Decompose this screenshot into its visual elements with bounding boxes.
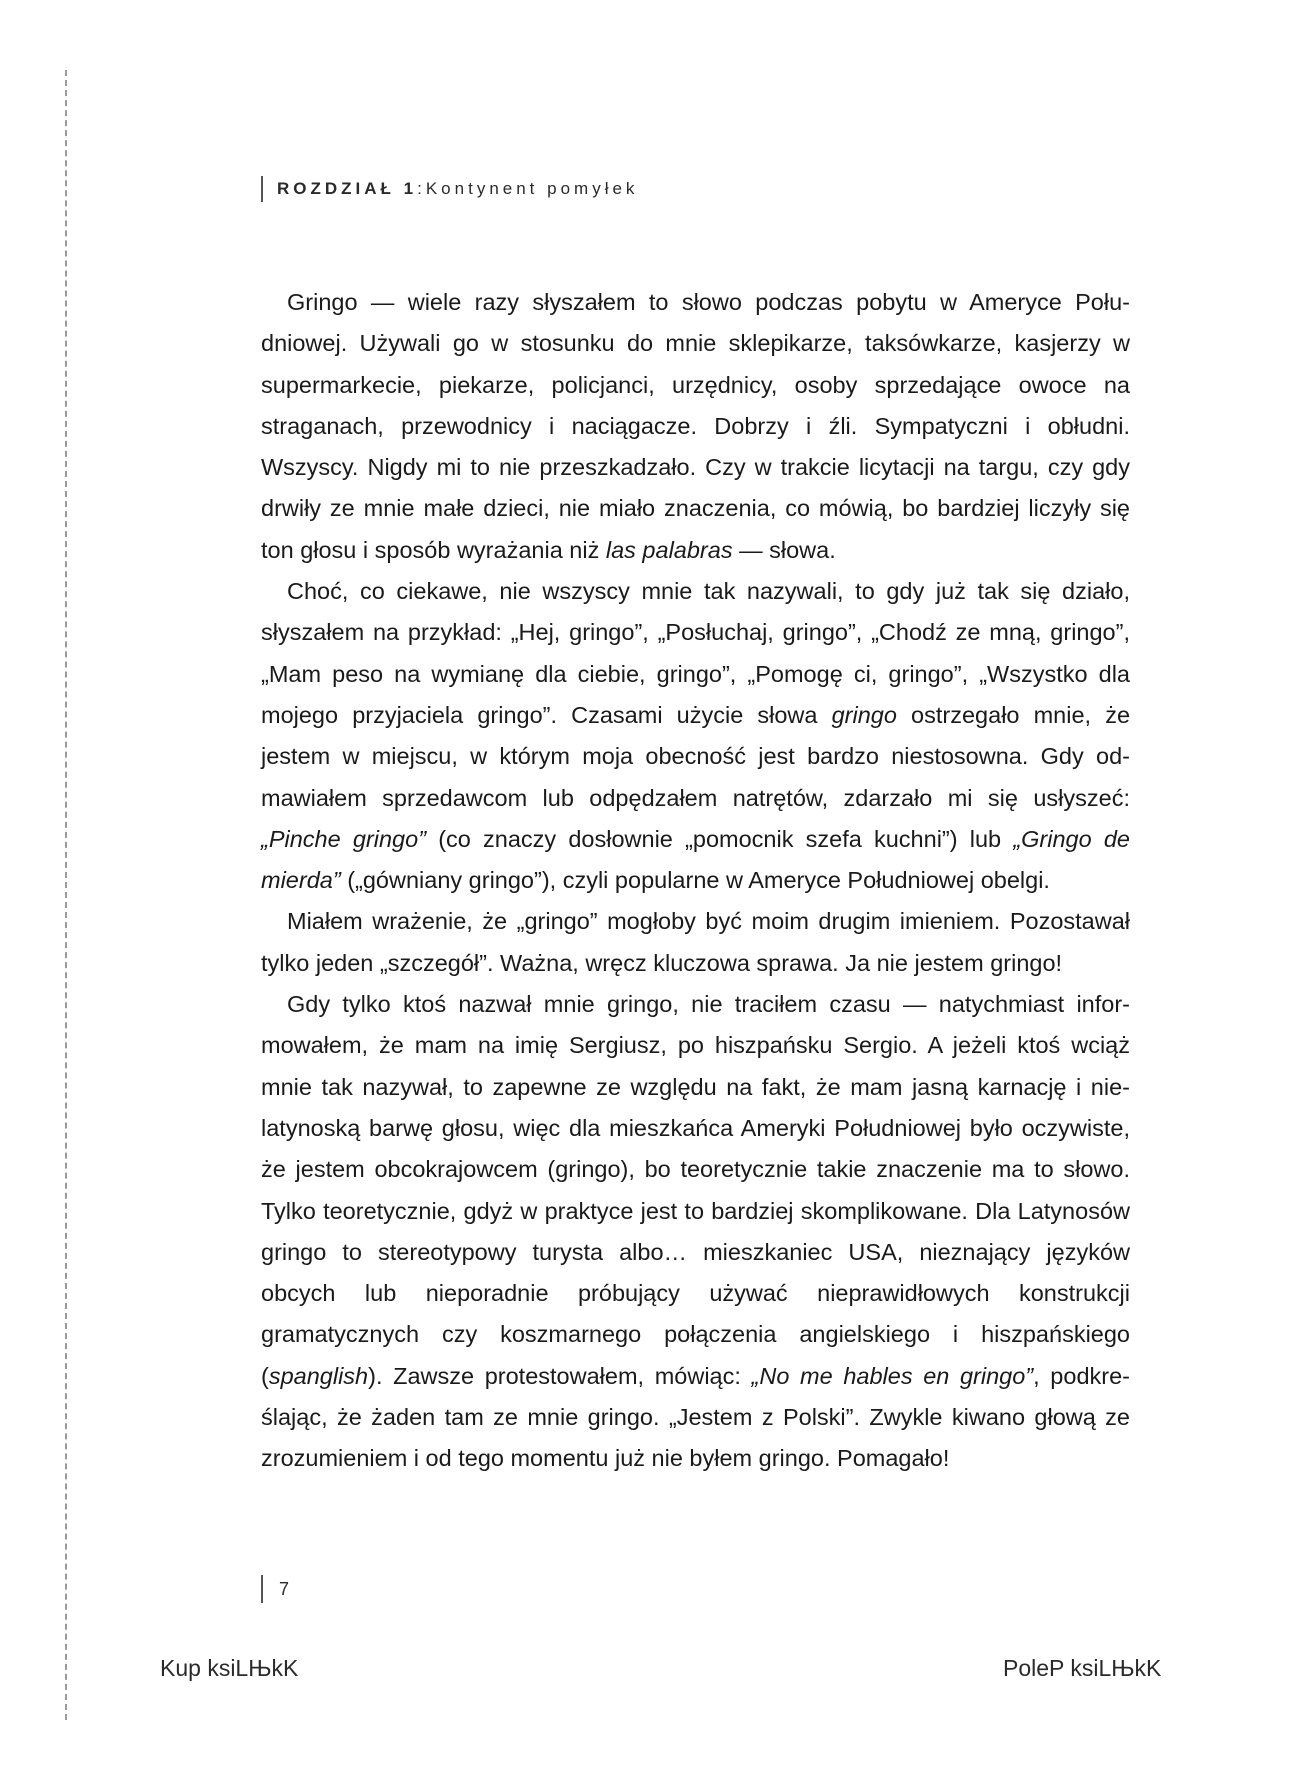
paragraph xyxy=(261,984,1130,1480)
italic-phrase: gringo xyxy=(831,701,897,728)
buy-book-link[interactable]: Kup ksiLЊkK xyxy=(160,1655,299,1681)
text-run: , podkreślając, że żaden tam ze mnie gringo. „Jestem z Polski”. Zwykle kiwano głową ze zrozumieniem i od tego momentu już nie byłem gringo. Pomagało! xyxy=(261,1362,1130,1472)
body-text xyxy=(261,282,1130,1480)
text-run: (co znaczy dosłownie „pomocnik szefa kuchni”) lub xyxy=(426,825,1014,852)
text-run: — słowa. xyxy=(732,536,836,563)
italic-phrase: „Pinche gringo” xyxy=(261,825,427,852)
text-run: („gówniany gringo”), czyli popularne w Ameryce Południowej obelgi. xyxy=(340,867,1050,894)
italic-phrase: „Gringo de mierda” xyxy=(261,825,1130,894)
italic-phrase: las palabras xyxy=(605,536,733,563)
text-run: Choć, co ciekawe, nie wszyscy mnie tak nazywali, to gdy już tak się działo, słyszałem na przykład: „Hej, gringo”, „Posłuchaj, gringo”, „Chodź ze mną, gringo”, „Mam peso na wymianę dla ciebie, gringo”, „Pomogę ci, gringo”, „Wszystko dla mojego przyjaciela gringo”. Czasami użycie słowa xyxy=(261,578,1130,728)
paragraph xyxy=(261,282,1130,571)
italic-phrase: „No me hables en gringo” xyxy=(751,1362,1034,1389)
text-run: ostrzegało mnie, że jestem w miejscu, w którym moja obecność jest bardzo niestosowna. Gdy odmawiałem sprzedawcom lub odpędzałem natrętów, zdarzało mi się usłyszeć: xyxy=(261,701,1131,811)
recommend-book-link[interactable]: PoleP ksiLЊkK xyxy=(1003,1655,1162,1681)
page-number: 7 xyxy=(279,1578,290,1599)
text-run: ). Zawsze protestowałem, mówiąc: xyxy=(368,1362,752,1389)
folio xyxy=(261,1575,289,1603)
text-run: Miałem wrażenie, że „gringo” mogłoby być moim drugim imieniem. Pozostawał tylko jeden „szczegół”. Ważna, wręcz kluczowa sprawa. Ja nie jestem gringo! xyxy=(261,908,1130,976)
italic-phrase: spanglish xyxy=(268,1362,369,1389)
cut-line xyxy=(65,70,67,1720)
running-head xyxy=(261,176,638,202)
text-run: Gdy tylko ktoś nazwał mnie gringo, nie traciłem czasu — natychmiast informowałem, że mam na imię Sergiusz, po hiszpańsku Sergio. A jeżeli ktoś wciąż mnie tak nazywał, to zapewne ze względu na fakt, że mam jasną karnację i nielatynoską barwę głosu, więc dla mieszkańca Ameryki Południowej było oczywiste, że jestem obcokrajowcem (gringo), bo teoretycznie takie znaczenie ma to słowo. Tylko teoretycznie, gdyż w praktyce jest to bardziej skomplikowane. Dla Latynosów gringo to stereotypowy turysta albo… mieszkaniec USA, nieznający języków obcych lub nieporadnie próbujący używać nieprawidłowych konstrukcji gramatycznych czy koszmarnego połączenia angielskiego i hiszpańskiego ( xyxy=(261,991,1130,1389)
paragraph xyxy=(261,571,1130,901)
chapter-title: Kontynent pomyłek xyxy=(425,179,639,198)
chapter-label: ROZDZIAŁ 1 xyxy=(277,179,418,198)
chapter-separator: : xyxy=(417,179,426,198)
text-run: Gringo — wiele razy słyszałem to słowo podczas pobytu w Ameryce Południowej. Używali go w stosunku do mnie sklepikarze, taksówkarze, kasjerzy w supermarkecie, piekarze, policjanci, urzędnicy, osoby sprzedające owoce na straganach, przewodnicy i naciągacze. Dobrzy i źli. Sympatyczni i obłudni. Wszyscy. Nigdy mi to nie przeszkadzało. Czy w trakcie licytacji na targu, czy gdy drwiły ze mnie małe dzieci, nie miało znaczenia, co mówią, bo bardziej liczyły się ton głosu i sposób wyrażania niż xyxy=(261,289,1130,563)
folio-bar xyxy=(261,1575,263,1603)
paragraph xyxy=(261,901,1130,984)
running-head-bar xyxy=(261,176,263,202)
